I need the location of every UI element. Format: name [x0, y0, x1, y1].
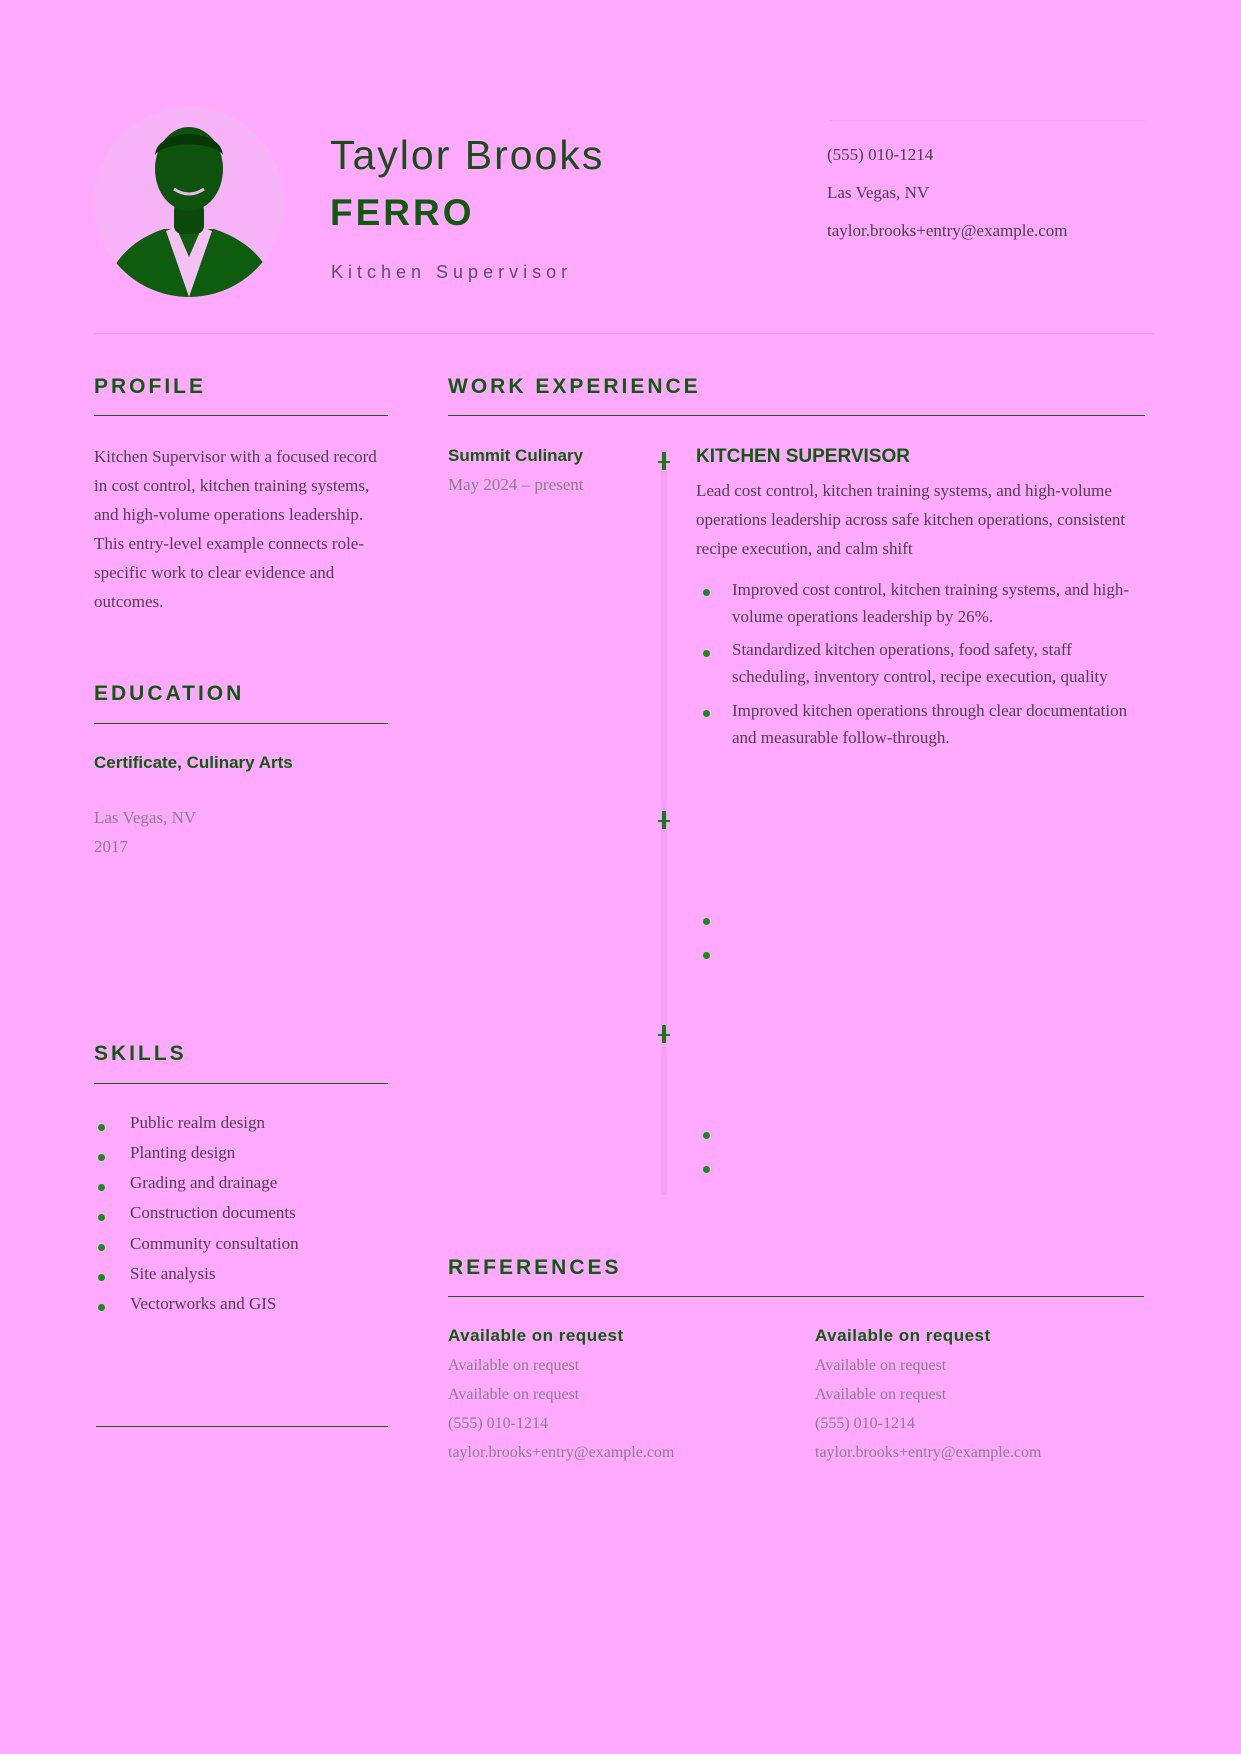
skill-item: Public realm design	[130, 1113, 266, 1132]
last-name: FERRO	[330, 192, 475, 233]
education-year: 2017	[94, 837, 128, 856]
skill-item: Construction documents	[130, 1203, 296, 1222]
skill-bullet-icon	[98, 1124, 105, 1131]
reference-line: Available on request	[815, 1386, 947, 1403]
experience-bullet-icon	[703, 650, 710, 657]
experience-heading: WORK EXPERIENCE	[448, 375, 701, 398]
experience-bullet: Improved cost control, kitchen training systems, and high-volume operations leadership by 26%.	[732, 580, 1130, 626]
profile-rule	[94, 415, 388, 416]
reference-line: Available on request	[448, 1357, 580, 1374]
timeline-marker-stem	[662, 1025, 666, 1043]
skill-item: Site analysis	[130, 1264, 216, 1283]
person-portrait-icon	[94, 107, 284, 297]
experience-summary: Lead cost control, kitchen training systems, and high-volume operations leadership across safe kitchen operations, consistent recipe execution, and calm shift	[696, 481, 1126, 558]
reference-name: Available on request	[448, 1326, 624, 1345]
education-location: Las Vegas, NV	[94, 808, 197, 827]
skill-item: Vectorworks and GIS	[130, 1294, 277, 1313]
education-rule	[94, 723, 388, 724]
skill-bullet-icon	[98, 1214, 105, 1221]
experience-rule	[448, 415, 1145, 416]
profile-text: Kitchen Supervisor with a focused record in cost control, kitchen training systems, and high-volume operations leadership. This entry-level example connects role-specific work to clear evidence and outcomes.	[94, 447, 377, 611]
experience-bullet: Standardized kitchen operations, food safety, staff scheduling, inventory control, recipe execution, quality	[732, 640, 1108, 686]
skill-bullet-icon	[98, 1304, 105, 1311]
profile-photo	[94, 107, 284, 297]
skill-bullet-icon	[98, 1244, 105, 1251]
reference-line: Available on request	[815, 1357, 947, 1374]
experience-bullet: Improved kitchen operations through clear documentation and measurable follow-through.	[732, 697, 1142, 751]
skill-item: Planting design	[130, 1143, 236, 1162]
empty-bullet-icon	[703, 952, 710, 959]
experience-role: KITCHEN SUPERVISOR	[696, 446, 910, 467]
experience-bullet-icon	[703, 710, 710, 717]
skill-bullet-icon	[98, 1274, 105, 1281]
skill-item: Grading and drainage	[130, 1173, 278, 1192]
contact-location: Las Vegas, NV	[827, 183, 930, 202]
references-heading: REFERENCES	[448, 1256, 622, 1279]
skill-bullet-icon	[98, 1184, 105, 1191]
reference-line: Available on request	[448, 1386, 580, 1403]
skills-heading: SKILLS	[94, 1042, 187, 1065]
reference-phone: (555) 010-1214	[448, 1415, 548, 1432]
first-name: Taylor Brooks	[330, 132, 605, 178]
reference-name: Available on request	[815, 1326, 991, 1345]
experience-dates: May 2024 – present	[448, 475, 584, 494]
education-heading: EDUCATION	[94, 682, 245, 705]
education-degree: Certificate, Culinary Arts	[94, 753, 293, 772]
empty-bullet-icon	[703, 1132, 710, 1139]
reference-phone: (555) 010-1214	[815, 1415, 915, 1432]
skill-bullet-icon	[98, 1154, 105, 1161]
header-divider	[94, 333, 1154, 334]
job-title: Kitchen Supervisor	[331, 262, 573, 282]
empty-bullet-icon	[703, 918, 710, 925]
experience-bullet-icon	[703, 589, 710, 596]
left-footer-rule	[96, 1426, 388, 1427]
profile-heading: PROFILE	[94, 375, 207, 398]
timeline-marker-stem	[662, 811, 666, 829]
references-rule	[448, 1296, 1144, 1297]
empty-bullet-icon	[703, 1166, 710, 1173]
reference-email[interactable]: taylor.brooks+entry@example.com	[815, 1444, 1042, 1461]
contact-phone: (555) 010-1214	[827, 145, 934, 164]
contact-divider	[830, 120, 1145, 121]
reference-email[interactable]: taylor.brooks+entry@example.com	[448, 1444, 675, 1461]
timeline-marker-stem	[662, 452, 666, 470]
experience-company: Summit Culinary	[448, 446, 584, 465]
contact-email[interactable]: taylor.brooks+entry@example.com	[827, 221, 1068, 240]
skill-item: Community consultation	[130, 1234, 299, 1253]
skills-rule	[94, 1083, 388, 1084]
